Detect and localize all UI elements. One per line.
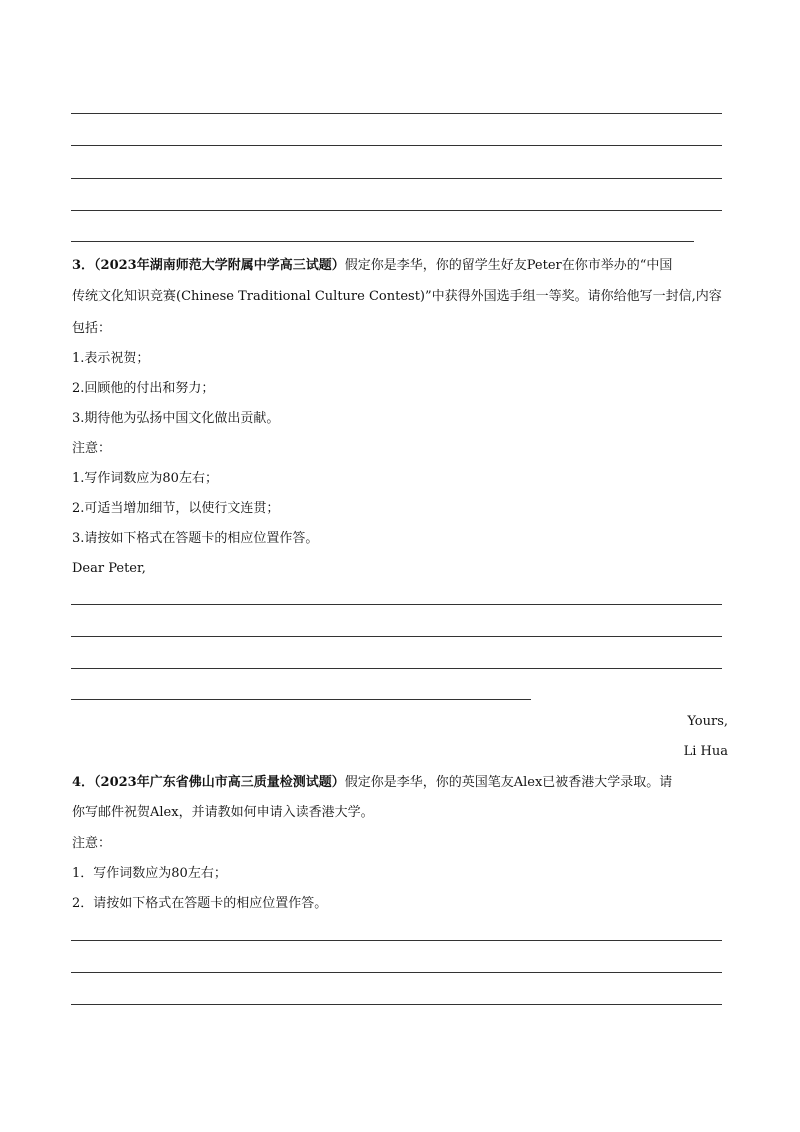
question-source: （2023年湖南师范大学附属中学高三试题） <box>94 258 345 273</box>
content-point: 1.表示祝贺； <box>72 351 150 366</box>
answer-line <box>71 145 722 146</box>
answer-line <box>71 668 722 669</box>
question-prompt-line: 包括： <box>72 321 112 336</box>
question-prompt: 假定你是李华，你的英国笔友Alex已被香港大学录取。请 <box>344 775 673 790</box>
question-4-header <box>72 775 672 791</box>
answer-line <box>71 940 722 941</box>
answer-line <box>71 178 722 179</box>
notice-label: 注意： <box>72 836 112 851</box>
notice-item: 2.可适当增加细节，以使行文连贯； <box>72 501 280 516</box>
content-point: 3.期待他为弘扬中国文化做出贡献。 <box>72 411 280 426</box>
answer-line <box>71 604 722 605</box>
notice-item: 3.请按如下格式在答题卡的相应位置作答。 <box>72 531 319 546</box>
question-prompt-line: 你写邮件祝贺Alex，并请教如何申请入读香港大学。 <box>72 805 374 820</box>
question-prompt-line: 传统文化知识竞赛(Chinese Traditional Culture Contest)”中获得外国选手组一等奖。请你给他写一封信,内容 <box>72 289 722 304</box>
notice-item: 1．写作词数应为80左右； <box>72 866 227 881</box>
question-3-header <box>72 258 672 274</box>
notice-label: 注意： <box>72 441 112 456</box>
signature: Li Hua <box>683 744 728 759</box>
answer-line <box>71 113 722 114</box>
question-prompt: 假定你是李华，你的留学生好友Peter在你市举办的“中国 <box>344 258 673 273</box>
content-point: 2.回顾他的付出和努力； <box>72 381 215 396</box>
notice-item: 1.写作词数应为80左右； <box>72 471 218 486</box>
answer-line <box>71 1004 722 1005</box>
answer-line <box>71 972 722 973</box>
answer-line <box>71 241 694 242</box>
closing: Yours, <box>687 714 728 729</box>
notice-item: 2．请按如下格式在答题卡的相应位置作答。 <box>72 896 328 911</box>
salutation: Dear Peter, <box>72 561 146 576</box>
answer-line <box>71 636 722 637</box>
question-source: （2023年广东省佛山市高三质量检测试题） <box>94 775 345 790</box>
question-number: 3． <box>72 258 95 273</box>
answer-line <box>71 210 722 211</box>
answer-line <box>71 699 531 700</box>
question-number: 4． <box>72 775 95 790</box>
